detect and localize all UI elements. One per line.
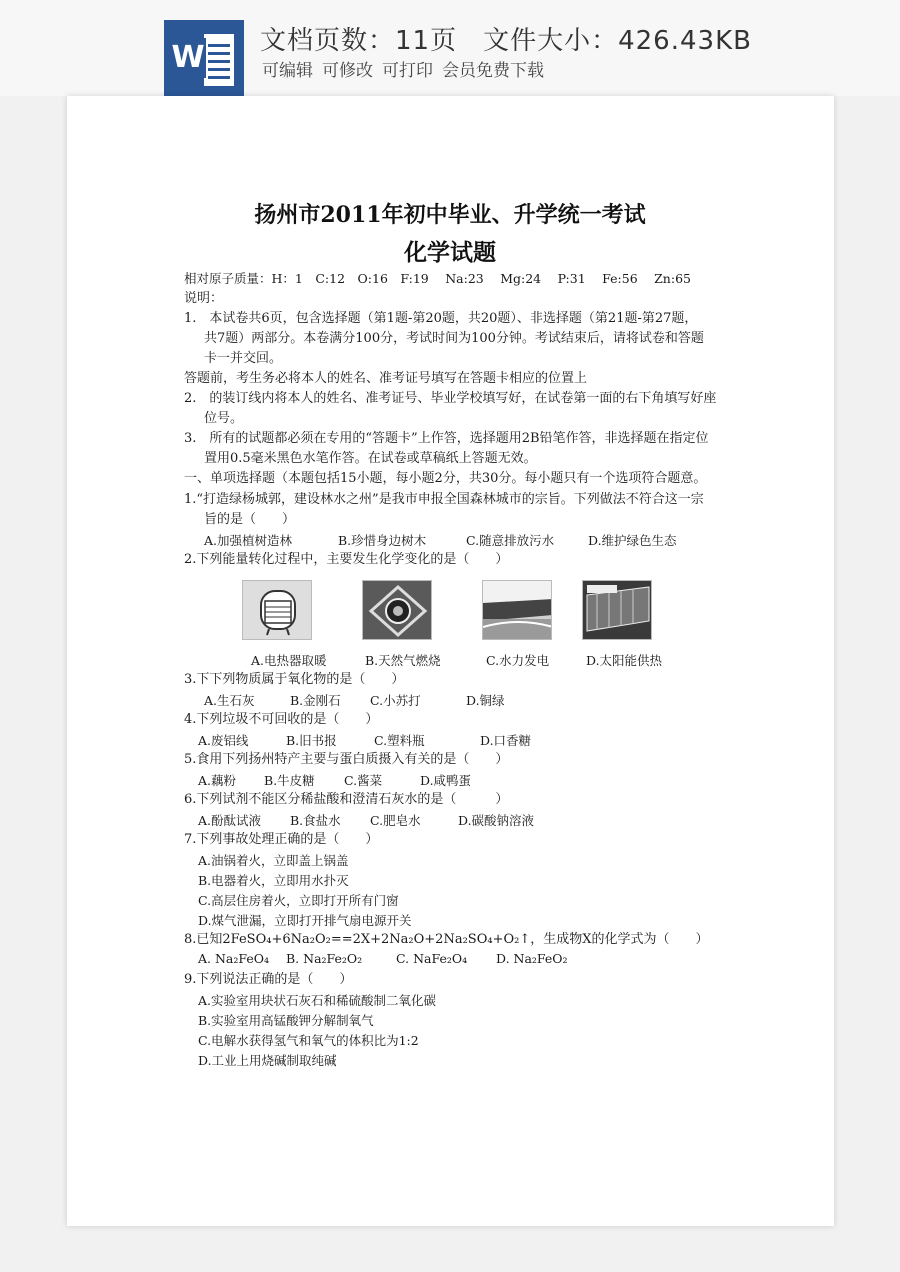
- q2-option-b: B.天然气燃烧: [365, 653, 441, 668]
- q5-option-c: C.酱菜: [344, 773, 383, 788]
- page-count: 文档页数：11页: [260, 26, 458, 56]
- q1-option-d: D.维护绿色生态: [588, 533, 677, 548]
- file-stats: [260, 20, 752, 57]
- q6-option-d: D.碳酸钠溶液: [458, 813, 535, 828]
- q7-option-a: A.油锅着火，立即盖上锅盖: [198, 853, 349, 868]
- gas-burner-image: [362, 580, 432, 640]
- word-icon-letter: W: [170, 38, 206, 78]
- q6-option-b: B.食盐水: [290, 813, 341, 828]
- q4-option-c: C.塑料瓶: [374, 733, 425, 748]
- q7-option-c: C.高层住房着火，立即打开所有门窗: [198, 893, 399, 908]
- page-title: 扬州市2011年初中毕业、升学统一考试: [254, 202, 646, 228]
- hydro-power-image: [482, 580, 552, 640]
- q4-option-b: B.旧书报: [286, 733, 337, 748]
- solar-heater-image: [582, 580, 652, 640]
- q2-option-a: A.电热器取暖: [251, 653, 327, 668]
- atomic-mass-line: 相对原子质量：H：1 C:12 O:16 F:19 Na:23 Mg:24 P:31 Fe:56 Zn:65: [184, 271, 691, 286]
- note-3-line-b: 置用0.5毫米黑色水笔作答。在试卷或草稿纸上答题无效。: [204, 451, 537, 466]
- q3-option-d: D.铜绿: [466, 693, 505, 708]
- feature-list: [262, 56, 544, 81]
- q9-option-a: A.实验室用块状石灰石和稀硫酸制二氧化碳: [198, 993, 437, 1008]
- note-2-line-a: 2. 的装订线内将本人的姓名、准考证号、毕业学校填写好，在试卷第一面的右下角填写好座: [184, 391, 717, 406]
- notes-label: 说明：: [184, 291, 224, 306]
- q9-option-c: C.电解水获得氢气和氧气的体积比为1:2: [198, 1033, 419, 1048]
- q9-option-b: B.实验室用高锰酸钾分解制氧气: [198, 1013, 374, 1028]
- q5-option-b: B.牛皮糖: [264, 773, 315, 788]
- q8-option-b: B. Na₂Fe₂O₂: [286, 951, 363, 966]
- q3-option-a: A.生石灰: [204, 693, 255, 708]
- q2-option-c: C.水力发电: [486, 653, 550, 668]
- q7-option-d: D.煤气泄漏，立即打开排气扇电源开关: [198, 913, 412, 928]
- q3-option-c: C.小苏打: [370, 693, 421, 708]
- q1-option-c: C.随意排放污水: [466, 533, 555, 548]
- q4-option-d: D.口香糖: [480, 733, 532, 748]
- question-1-line-a: 1.“打造绿杨城郭，建设林水之州”是我市申报全国森林城市的宗旨。下列做法不符合这一宗: [184, 492, 704, 507]
- q5-option-a: A.藕粉: [198, 773, 237, 788]
- electric-heater-image: [242, 580, 312, 640]
- document-info-banner: [0, 0, 900, 96]
- feature-editable: 可编辑: [262, 61, 313, 81]
- note-2-line-b: 位号。: [204, 411, 244, 426]
- note-3-line-a: 3. 所有的试题都必须在专用的“答题卡”上作答，选择题用2B铅笔作答，非选择题在指定位: [184, 431, 709, 446]
- page-subtitle: 化学试题: [404, 239, 496, 266]
- q4-option-a: A.废铝线: [198, 733, 249, 748]
- file-size: 文件大小：426.43KB: [483, 26, 752, 56]
- q8-option-c: C. NaFe₂O₄: [396, 951, 468, 966]
- question-1-line-b: 旨的是（ ）: [204, 512, 296, 527]
- word-doc-icon: [164, 20, 244, 96]
- q5-option-d: D.咸鸭蛋: [420, 773, 472, 788]
- q1-option-a: A.加强植树造林: [204, 533, 293, 548]
- note-1-line-a: 1. 本试卷共6页，包含选择题（第1题-第20题，共20题）、非选择题（第21题-第27题，: [184, 311, 698, 326]
- question-6: 6.下列试剂不能区分稀盐酸和澄清石灰水的是（ ）: [184, 792, 509, 807]
- q7-option-b: B.电器着火，立即用水扑灭: [198, 873, 349, 888]
- q6-option-a: A.酚酞试液: [198, 813, 262, 828]
- q6-option-c: C.肥皂水: [370, 813, 421, 828]
- question-9: 9.下列说法正确的是（ ）: [184, 972, 353, 987]
- q9-option-d: D.工业上用烧碱制取纯碱: [198, 1053, 337, 1068]
- q8-option-d: D. Na₂FeO₂: [496, 951, 568, 966]
- q2-option-d: D.太阳能供热: [586, 653, 663, 668]
- feature-modifiable: 可修改: [322, 61, 373, 81]
- note-1-line-b: 共7题）两部分。本卷满分100分，考试时间为100分钟。考试结束后，请将试卷和答题: [204, 331, 704, 346]
- feature-printable: 可打印: [382, 61, 433, 81]
- note-1-line-c: 卡一并交回。: [204, 351, 283, 366]
- question-4: 4.下列垃圾不可回收的是（ ）: [184, 712, 379, 727]
- q3-option-b: B.金刚石: [290, 693, 341, 708]
- question-7: 7.下列事故处理正确的是（ ）: [184, 832, 379, 847]
- question-2: 2.下列能量转化过程中，主要发生化学变化的是（ ）: [184, 552, 509, 567]
- question-3: 3.下下列物质属于氧化物的是（ ）: [184, 672, 405, 687]
- question-8: 8.已知2FeSO₄+6Na₂O₂==2X+2Na₂O+2Na₂SO₄+O₂↑，生成物X的化学式为（ ）: [184, 932, 709, 947]
- note-pre: 答题前，考生务必将本人的姓名、准考证号填写在答题卡相应的位置上: [184, 371, 588, 386]
- feature-member-download: 会员免费下载: [442, 61, 544, 81]
- section-1-heading: 一、单项选择题（本题包括15小题，每小题2分，共30分。每小题只有一个选项符合题意。: [184, 471, 707, 486]
- q8-option-a: A. Na₂FeO₄: [198, 951, 270, 966]
- q1-option-b: B.珍惜身边树木: [338, 533, 427, 548]
- question-5: 5.食用下列扬州特产主要与蛋白质摄入有关的是（ ）: [184, 752, 509, 767]
